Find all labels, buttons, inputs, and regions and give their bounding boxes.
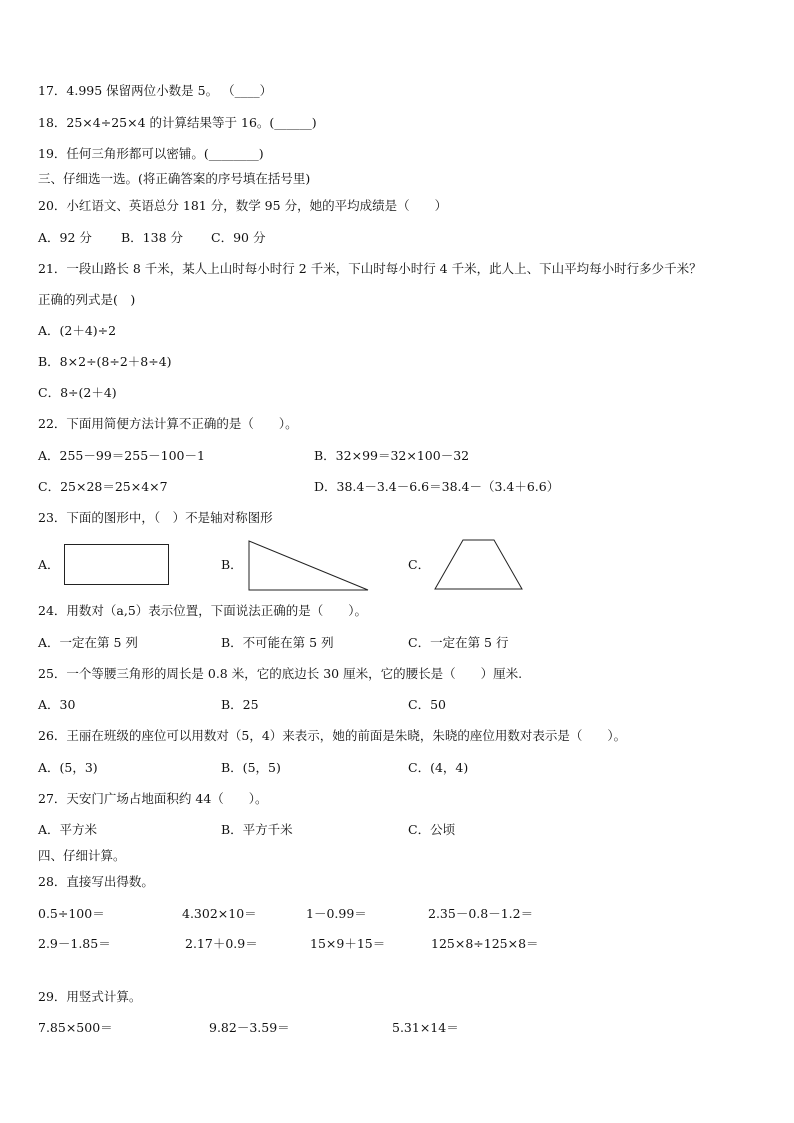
question-24-option-c: C．一定在第 5 行: [408, 635, 509, 650]
section-heading-choice: 三、仔细选一选。(将正确答案的序号填在括号里): [38, 171, 311, 186]
question-23-option-b: B．: [221, 557, 243, 572]
question-28-stem: 28．直接写出得数。: [38, 874, 154, 889]
question-26-stem: 26．王丽在班级的座位可以用数对（5，4）来表示，她的前面是朱晓，朱晓的座位用数对表示是（ ）。: [38, 728, 627, 743]
question-24-stem: 24．用数对（a,5）表示位置，下面说法正确的是（ ）。: [38, 603, 368, 618]
question-21-option-a: A．(2＋4)÷2: [38, 323, 117, 338]
question-21-stem: 21．一段山路长 8 千米，某人上山时每小时行 2 千米，下山时每小时行 4 千米，此人上、下山平均每小时行多少千米？: [38, 261, 702, 276]
question-27-option-a: A．平方米: [38, 822, 98, 837]
question-24-option-b: B．不可能在第 5 列: [221, 635, 334, 650]
calc-item: 0.5÷100＝: [38, 906, 105, 921]
question-27-option-c: C．公顷: [408, 822, 456, 837]
question-20-stem: 20．小红语文、英语总分 181 分，数学 95 分，她的平均成绩是（ ）: [38, 198, 448, 213]
question-20-option-c: C．90 分: [211, 230, 266, 245]
question-22-option-c: C．25×28＝25×4×7: [38, 479, 168, 494]
right-triangle-figure: [248, 540, 370, 592]
question-22-option-b: B．32×99＝32×100－32: [314, 448, 470, 463]
calc-item: 125×8÷125×8＝: [431, 936, 539, 951]
question-22-option-d: D．38.4－3.4－6.6＝38.4－（3.4＋6.6）: [314, 479, 560, 494]
question-29-stem: 29．用竖式计算。: [38, 989, 142, 1004]
question-22-option-a: A．255－99＝255－100－1: [38, 448, 205, 463]
question-23-stem: 23．下面的图形中，（ ）不是轴对称图形: [38, 510, 273, 525]
calc-item: 1－0.99＝: [306, 906, 367, 921]
question-22-stem: 22．下面用简便方法计算不正确的是（ ）。: [38, 416, 298, 431]
question-26-option-b: B．(5，5): [221, 760, 281, 775]
question-19: 19．任何三角形都可以密铺。(________): [38, 146, 264, 161]
calc-item: 2.17＋0.9＝: [185, 936, 258, 951]
question-27-option-b: B．平方千米: [221, 822, 293, 837]
trapezoid-figure: [433, 539, 525, 591]
calc-item: 2.35－0.8－1.2＝: [428, 906, 534, 921]
question-23-option-a: A．: [38, 557, 60, 572]
question-26-option-c: C．(4，4): [408, 760, 469, 775]
question-20-option-b: B．138 分: [121, 230, 184, 245]
question-25-stem: 25．一个等腰三角形的周长是 0.8 米，它的底边长 30 厘米，它的腰长是（ ）厘米.: [38, 666, 523, 681]
question-21-stem-2: 正确的列式是( ): [38, 292, 136, 307]
question-25-option-b: B．25: [221, 697, 259, 712]
question-21-option-b: B．8×2÷(8÷2＋8÷4): [38, 354, 172, 369]
vertical-calc-item: 5.31×14＝: [392, 1020, 459, 1035]
question-24-option-a: A．一定在第 5 列: [38, 635, 138, 650]
calc-item: 4.302×10＝: [182, 906, 257, 921]
question-25-option-c: C．50: [408, 697, 446, 712]
vertical-calc-item: 7.85×500＝: [38, 1020, 113, 1035]
question-17: 17．4.995 保留两位小数是 5。 （____）: [38, 83, 273, 98]
calc-item: 15×9＋15＝: [310, 936, 386, 951]
question-18: 18．25×4÷25×4 的计算结果等于 16。(______): [38, 115, 317, 130]
question-27-stem: 27．天安门广场占地面积约 44（ ）。: [38, 791, 268, 806]
rectangle-figure: [64, 544, 170, 586]
calc-item: 2.9－1.85＝: [38, 936, 111, 951]
question-25-option-a: A．30: [38, 697, 76, 712]
question-26-option-a: A．(5，3): [38, 760, 98, 775]
section-heading-calculation: 四、仔细计算。: [38, 848, 126, 863]
question-20-option-a: A．92 分: [38, 230, 92, 245]
question-21-option-c: C．8÷(2＋4): [38, 385, 117, 400]
vertical-calc-item: 9.82－3.59＝: [209, 1020, 290, 1035]
question-23-option-c: C．: [408, 557, 431, 572]
